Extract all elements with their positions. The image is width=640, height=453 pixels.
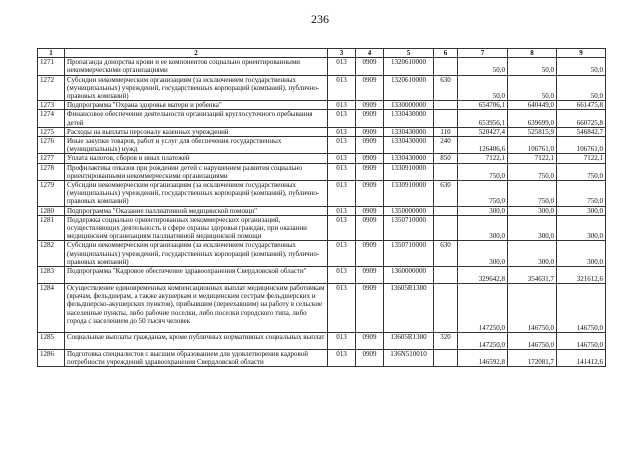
table-cell-c5: 13605R1380 [384, 284, 434, 333]
table-cell-name: Осуществление единовременных компенсационных выплат медицинским работникам (врачам, фельдшерам, а также акушеркам и медицинским сестрам фельдшерских и фельдшерско-акушерских пунктов), прибывшим (переехавшим) на работу в сельские населенные пункты, либо рабочие поселки, либо поселки городского типа, либо города с населением до 50 тысяч человек [65, 284, 328, 333]
table-cell-c3: 013 [328, 350, 356, 367]
table-row [38, 215, 606, 241]
table-cell-c5: 1330430000 [384, 110, 434, 127]
table-cell-v7: 329642,8 [458, 267, 508, 284]
table-cell-name: Профилактика отказов при рождении детей с нарушением развития социально ориентированными некоммерческими организациями [65, 163, 328, 180]
table-cell-v7: 750,0 [458, 181, 508, 207]
table-row [38, 163, 606, 180]
table-cell-name: Финансовое обеспечение деятельности организаций круглосуточного пребывания детей [65, 110, 328, 127]
page-number: 236 [311, 12, 329, 26]
table-cell-c3: 013 [328, 267, 356, 284]
col-header: 8 [508, 49, 557, 58]
table-cell-v8: 300,0 [508, 241, 557, 267]
table-row [38, 241, 606, 267]
table-cell-c4: 0909 [356, 333, 384, 350]
table-cell-c4: 0909 [356, 154, 384, 163]
table-cell-c5: 1330430000 [384, 127, 434, 136]
table-cell-c6: 320 [434, 333, 458, 350]
table-cell-n: 1278 [38, 163, 65, 180]
col-header: 7 [458, 49, 508, 58]
table-cell-c5: 1330910000 [384, 181, 434, 207]
table-cell-v7: 50,0 [458, 75, 508, 101]
table-cell-c5: 1330430000 [384, 154, 434, 163]
table-cell-v8: 640449,0 [508, 101, 557, 110]
table-cell-name: Субсидии некоммерческим организациям (за исключением государственных (муниципальных) учреждений, государственных корпораций (компаний), публично-правовых компаний) [65, 241, 328, 267]
table-cell-c6: 630 [434, 181, 458, 207]
table-cell-c6: 240 [434, 137, 458, 154]
table-cell-c3: 013 [328, 110, 356, 127]
col-header: 6 [434, 49, 458, 58]
table-cell-v9: 50,0 [557, 75, 606, 101]
table-cell-c3: 013 [328, 181, 356, 207]
table-cell-v9: 146750,0 [557, 284, 606, 333]
table-cell-c4: 0909 [356, 58, 384, 75]
table-cell-c3: 013 [328, 215, 356, 241]
table-cell-v9: 141412,6 [557, 350, 606, 367]
table-cell-v7: 126406,6 [458, 137, 508, 154]
table-row [38, 333, 606, 350]
table-cell-n: 1273 [38, 101, 65, 110]
table-row [38, 284, 606, 333]
table-cell-n: 1271 [38, 58, 65, 75]
table-cell-v8: 750,0 [508, 181, 557, 207]
table-cell-name: Иные закупки товаров, работ и услуг для обеспечения государственных (муниципальных) нужд [65, 137, 328, 154]
table-cell-c3: 013 [328, 127, 356, 136]
table-row [38, 110, 606, 127]
table-cell-c4: 0909 [356, 215, 384, 241]
table-cell-c5: 1360000000 [384, 267, 434, 284]
table-cell-name: Пропаганда донорства крови и ее компонентов социально ориентированными некоммерческими организациями [65, 58, 328, 75]
table-cell-c3: 013 [328, 154, 356, 163]
table-cell-c5: 1330000000 [384, 101, 434, 110]
table-cell-v8: 300,0 [508, 206, 557, 215]
table-cell-v8: 106761,0 [508, 137, 557, 154]
table-cell-v9: 7122,1 [557, 154, 606, 163]
table-row [38, 75, 606, 101]
table-row [38, 58, 606, 75]
table-row [38, 206, 606, 215]
table-cell-v9: 300,0 [557, 241, 606, 267]
table-cell-n: 1279 [38, 181, 65, 207]
col-header: 9 [557, 49, 606, 58]
table-cell-name: Подпрограмма "Кадровое обеспечение здравоохранения Свердловской области" [65, 267, 328, 284]
table-cell-n: 1285 [38, 333, 65, 350]
table-cell-v9: 546842,7 [557, 127, 606, 136]
table-cell-v9: 300,0 [557, 215, 606, 241]
table-cell-c6: 630 [434, 75, 458, 101]
table-cell-v8: 7122,1 [508, 154, 557, 163]
table-cell-v9: 661475,8 [557, 101, 606, 110]
table-cell-n: 1281 [38, 215, 65, 241]
table-cell-c3: 013 [328, 137, 356, 154]
table-cell-v8: 300,0 [508, 215, 557, 241]
table-cell-c5: 1350710000 [384, 215, 434, 241]
table-cell-v7: 653956,1 [458, 110, 508, 127]
table-cell-c4: 0909 [356, 75, 384, 101]
table-cell-c5: 1320610000 [384, 58, 434, 75]
table-cell-name: Уплата налогов, сборов и иных платежей [65, 154, 328, 163]
table-cell-v9: 321612,6 [557, 267, 606, 284]
table-cell-c6 [434, 206, 458, 215]
table-cell-n: 1277 [38, 154, 65, 163]
table-cell-c6 [434, 58, 458, 75]
table-cell-v7: 50,0 [458, 58, 508, 75]
table-cell-c3: 013 [328, 75, 356, 101]
table-cell-name: Социальные выплаты гражданам, кроме публичных нормативных социальных выплат [65, 333, 328, 350]
table-cell-c5: 1350000000 [384, 206, 434, 215]
table-cell-v9: 660725,8 [557, 110, 606, 127]
table-cell-name: Подготовка специалистов с высшим образованием для удовлетворения кадровой потребности учреждений здравоохранения Свердловской области [65, 350, 328, 367]
table-cell-v9: 750,0 [557, 163, 606, 180]
col-header: 4 [356, 49, 384, 58]
table-cell-c5: 1330430000 [384, 137, 434, 154]
table-cell-c4: 0909 [356, 267, 384, 284]
table-cell-v8: 50,0 [508, 58, 557, 75]
table-cell-c4: 0909 [356, 110, 384, 127]
table-cell-v9: 146750,0 [557, 333, 606, 350]
table-cell-v7: 750,0 [458, 163, 508, 180]
table-cell-v7: 300,0 [458, 241, 508, 267]
table-cell-c6 [434, 267, 458, 284]
table-cell-c4: 0909 [356, 350, 384, 367]
table-cell-c4: 0909 [356, 284, 384, 333]
table-cell-v7: 7122,1 [458, 154, 508, 163]
table-cell-n: 1276 [38, 137, 65, 154]
table-cell-c6 [434, 215, 458, 241]
table-cell-c4: 0909 [356, 181, 384, 207]
table-cell-n: 1286 [38, 350, 65, 367]
table-cell-name: Поддержка социально ориентированных некоммерческих организаций, осуществляющих деятельность в сфере охраны здоровья граждан, при оказании медицинским организациям паллиативной медицинской помощи [65, 215, 328, 241]
table-cell-c6: 850 [434, 154, 458, 163]
table-cell-c4: 0909 [356, 101, 384, 110]
table-row [38, 267, 606, 284]
table-cell-name: Субсидии некоммерческим организациям (за исключением государственных (муниципальных) учреждений, государственных корпораций (компаний), публично-правовых компаний) [65, 75, 328, 101]
col-header: 3 [328, 49, 356, 58]
table-cell-v7: 147250,0 [458, 284, 508, 333]
table-cell-v8: 525815,9 [508, 127, 557, 136]
table-cell-n: 1283 [38, 267, 65, 284]
table-cell-c3: 013 [328, 101, 356, 110]
table-cell-c5: 136N510010 [384, 350, 434, 367]
table-cell-c6 [434, 110, 458, 127]
table-body [38, 58, 606, 367]
table-cell-v9: 300,0 [557, 206, 606, 215]
table-cell-c4: 0909 [356, 241, 384, 267]
table-cell-v7: 520427,4 [458, 127, 508, 136]
table-cell-c4: 0909 [356, 137, 384, 154]
table-cell-v8: 172081,7 [508, 350, 557, 367]
header-row [38, 49, 606, 58]
table-cell-v7: 300,0 [458, 215, 508, 241]
table-cell-n: 1272 [38, 75, 65, 101]
table-cell-c4: 0909 [356, 163, 384, 180]
table-cell-c6 [434, 350, 458, 367]
table-row [38, 101, 606, 110]
table-cell-v7: 146592,8 [458, 350, 508, 367]
table-cell-v7: 147250,0 [458, 333, 508, 350]
table-cell-v8: 750,0 [508, 163, 557, 180]
table-cell-c6 [434, 101, 458, 110]
table-cell-name: Субсидии некоммерческим организациям (за исключением государственных (муниципальных) учреждений, государственных корпораций (компаний), публично-правовых компаний) [65, 181, 328, 207]
table-cell-v9: 750,0 [557, 181, 606, 207]
table-cell-c6 [434, 284, 458, 333]
col-header: 5 [384, 49, 434, 58]
table-cell-c3: 013 [328, 284, 356, 333]
table-cell-c6: 110 [434, 127, 458, 136]
table-cell-name: Расходы на выплаты персоналу казенных учреждений [65, 127, 328, 136]
table-cell-n: 1280 [38, 206, 65, 215]
table-cell-c6: 630 [434, 241, 458, 267]
table-cell-v9: 106761,0 [557, 137, 606, 154]
table-cell-v8: 146750,0 [508, 284, 557, 333]
budget-table [37, 48, 606, 367]
table-row [38, 137, 606, 154]
table-cell-n: 1284 [38, 284, 65, 333]
col-header: 1 [38, 49, 65, 58]
table-row [38, 350, 606, 367]
table-cell-c3: 013 [328, 241, 356, 267]
table-cell-v8: 50,0 [508, 75, 557, 101]
table-cell-c5: 13605R1380 [384, 333, 434, 350]
table-cell-v8: 146750,0 [508, 333, 557, 350]
table-cell-v9: 50,0 [557, 58, 606, 75]
table-cell-c3: 013 [328, 333, 356, 350]
table-row [38, 181, 606, 207]
table-cell-name: Подпрограмма "Оказание паллиативной медицинской помощи" [65, 206, 328, 215]
table-cell-c5: 1350710000 [384, 241, 434, 267]
table-cell-v8: 354631,7 [508, 267, 557, 284]
table-cell-v7: 654706,1 [458, 101, 508, 110]
table-cell-n: 1282 [38, 241, 65, 267]
table-cell-c5: 1330910000 [384, 163, 434, 180]
table-cell-v7: 300,0 [458, 206, 508, 215]
col-header: 2 [65, 49, 328, 58]
table-row [38, 154, 606, 163]
table-cell-c4: 0909 [356, 127, 384, 136]
table-cell-n: 1274 [38, 110, 65, 127]
table-cell-c3: 013 [328, 163, 356, 180]
table-cell-c5: 1320610000 [384, 75, 434, 101]
table-cell-c3: 013 [328, 206, 356, 215]
table-cell-c6 [434, 163, 458, 180]
table-cell-c3: 013 [328, 58, 356, 75]
table-cell-v8: 639699,0 [508, 110, 557, 127]
table-cell-c4: 0909 [356, 206, 384, 215]
table-cell-n: 1275 [38, 127, 65, 136]
table-row [38, 127, 606, 136]
table-cell-name: Подпрограмма "Охрана здоровья матери и ребенка" [65, 101, 328, 110]
